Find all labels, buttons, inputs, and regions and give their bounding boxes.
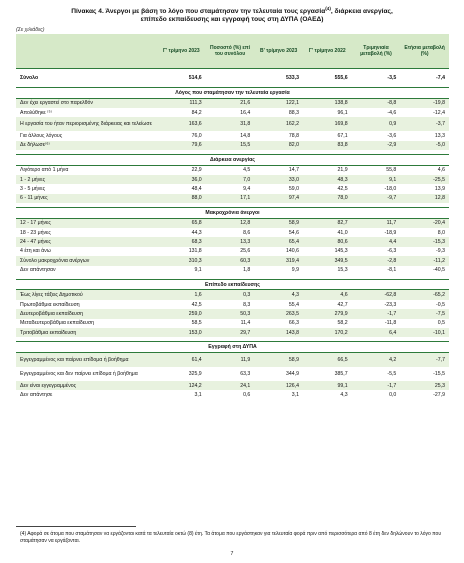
section-title: Μακροχρόνια άνεργοι: [16, 208, 449, 219]
row-label: 18 - 23 μήνες: [20, 229, 51, 236]
title-footnote-ref: (4): [325, 6, 331, 11]
table-row: [16, 194, 449, 203]
cell: 22,9: [191, 167, 202, 174]
cell: [206, 73, 255, 83]
cell: -5,0: [400, 141, 449, 150]
cell: 0,0: [389, 392, 397, 398]
cell: -9,3: [436, 248, 445, 255]
cell: 84,2: [191, 109, 202, 116]
cell: 55,8: [386, 167, 397, 174]
cell: 54,6: [288, 229, 299, 236]
cell: 7,0: [206, 175, 255, 184]
cell: 14,7: [288, 167, 299, 174]
cell: 15,3: [337, 267, 348, 274]
cell: 0,9: [352, 117, 401, 131]
cell: 170,2: [303, 328, 352, 337]
table-row: [16, 237, 449, 246]
cell: 17,1: [206, 194, 255, 203]
data-table: [16, 34, 449, 400]
cell: 41,0: [337, 229, 348, 236]
cell: 111,3: [157, 98, 206, 108]
row-label: Δεν απάντησαν: [20, 267, 56, 274]
cell: 140,6: [286, 248, 299, 255]
cell: 25,6: [240, 248, 251, 255]
cell: -2,8: [352, 256, 401, 265]
cell: 21,9: [337, 167, 348, 174]
cell: 36,0: [157, 175, 206, 184]
cell: 11,7: [352, 218, 401, 228]
cell: 11,4: [240, 320, 251, 327]
cell: 4,6: [303, 290, 352, 300]
cell: 99,1: [303, 381, 352, 390]
cell: 1,8: [243, 267, 251, 274]
cell: -40,5: [433, 267, 445, 274]
cell: -15,5: [433, 370, 445, 377]
row-label: Δεν έχει εργαστεί στο παρελθόν: [16, 98, 157, 108]
title-text: Πίνακας 4. Άνεργοι με βάση το λόγο που σταμάτησαν την τελευταία τους εργασία: [71, 8, 326, 16]
row-label: Εγγεγραμμένος και παίρνει επίδομα ή βοήθημα: [16, 352, 157, 367]
cell: 82,0: [254, 141, 303, 150]
cell: 325,9: [188, 370, 202, 377]
cell: -15,3: [400, 237, 449, 246]
cell: 16,4: [240, 109, 251, 116]
cell: 344,9: [286, 370, 299, 377]
cell: 4,4: [352, 237, 401, 246]
cell: 8,3: [243, 301, 251, 308]
cell: -12,4: [433, 109, 445, 116]
cell: -11,8: [384, 320, 397, 327]
cell: 15,5: [206, 141, 255, 150]
cell: 6,4: [352, 328, 401, 337]
cell: 55,4: [288, 301, 299, 308]
cell: 555,6: [334, 75, 348, 81]
cell: 24,1: [206, 381, 255, 390]
cell: 66,5: [303, 352, 352, 367]
cell: 263,5: [254, 309, 303, 318]
cell: 63,3: [240, 370, 251, 377]
table-row: [16, 184, 449, 193]
cell: -20,4: [400, 218, 449, 228]
section-header-row: [16, 279, 449, 290]
cell: 124,2: [157, 381, 206, 390]
cell: -27,9: [433, 392, 445, 398]
cell: 12,8: [400, 194, 449, 203]
cell: 83,8: [303, 141, 352, 150]
cell: -10,1: [400, 328, 449, 337]
cell: 97,4: [254, 194, 303, 203]
cell: 58,9: [254, 352, 303, 367]
cell: 163,6: [157, 117, 206, 131]
row-label: Δευτεροβάθμια εκπαίδευση: [16, 309, 157, 318]
title-text-end: , διάρκεια ανεργίας,: [330, 8, 393, 16]
cell: 4,3: [254, 290, 303, 300]
table-row: [16, 218, 449, 228]
cell: 8,6: [243, 229, 251, 236]
cell: 4,6: [437, 167, 445, 174]
footnote-divider: [16, 526, 136, 527]
cell: 8,0: [437, 229, 445, 236]
cell: 349,5: [303, 256, 352, 265]
cell: 9,1: [352, 175, 401, 184]
cell: 1,6: [157, 290, 206, 300]
cell: 60,3: [206, 256, 255, 265]
table-row: [16, 256, 449, 265]
title-line-1: [0, 5, 464, 16]
header-corner: [16, 34, 157, 69]
cell: 67,1: [337, 132, 348, 139]
cell: 11,9: [206, 352, 255, 367]
table-row: [16, 381, 449, 390]
cell: 0,3: [206, 290, 255, 300]
header-cell: Ποσοστό (%) επί του συνόλου: [206, 34, 255, 69]
cell: 44,3: [191, 229, 202, 236]
table-row: [16, 390, 449, 399]
row-label: Σύνολο: [20, 75, 39, 81]
table-row: [16, 141, 449, 150]
cell: 31,8: [206, 117, 255, 131]
row-label: Σύνολο μακροχρόνια ανέργων: [16, 256, 157, 265]
cell: 58,9: [254, 218, 303, 228]
cell: -65,2: [400, 290, 449, 300]
cell: -3,7: [400, 117, 449, 131]
cell: -18,9: [384, 229, 397, 236]
cell: 169,8: [303, 117, 352, 131]
cell: -7,5: [400, 309, 449, 318]
table-row: [16, 352, 449, 367]
cell: -11,2: [400, 256, 449, 265]
cell: 13,3: [206, 237, 255, 246]
cell: 138,8: [303, 98, 352, 108]
cell: 50,3: [206, 309, 255, 318]
header-cell: Γ' τρίμηνο 2023: [157, 34, 206, 69]
cell: 385,7: [334, 370, 348, 377]
cell: -7,7: [400, 352, 449, 367]
footnote: (4) Αφορά σε άτομα που σταμάτησαν να εργάζονται κατά τα τελευταία οκτώ (8) έτη. Τα άτομα που εργάστηκαν για τελευταία φορά πριν από περισσότερα από 8 έτη δεν δηλώνουν το λόγο που σταμάτησαν να εργάζονται.: [20, 531, 442, 544]
cell: 96,1: [337, 109, 348, 116]
cell: -1,7: [352, 381, 401, 390]
cell: -6,3: [387, 248, 397, 255]
cell: 4,3: [340, 392, 348, 398]
cell: 13,3: [434, 132, 445, 139]
cell: 9,9: [291, 267, 299, 274]
cell: -9,7: [352, 194, 401, 203]
page-number: 7: [230, 551, 234, 557]
cell: -3,5: [387, 75, 397, 81]
cell: 42,5: [337, 186, 348, 193]
header-cell: Ετήσια μεταβολή (%): [400, 34, 449, 69]
row-label: 24 - 47 μήνες: [16, 237, 157, 246]
header-cell: Γ' τρίμηνο 2022: [303, 34, 352, 69]
header-row: [16, 34, 449, 69]
table-row: [16, 290, 449, 300]
cell: 65,8: [157, 218, 206, 228]
cell: 12,8: [206, 218, 255, 228]
table-row: [16, 131, 449, 140]
total-row: [16, 73, 449, 83]
cell: 13,9: [434, 186, 445, 193]
cell: 143,8: [254, 328, 303, 337]
row-label: Πρωτοβάθμια εκπαίδευση: [20, 301, 80, 308]
cell: 122,1: [254, 98, 303, 108]
row-label: Δεν είναι εγγεγραμμένος: [16, 381, 157, 390]
table-row: [16, 117, 449, 131]
table-row: [16, 175, 449, 184]
section-header-row: [16, 208, 449, 219]
table-row: [16, 228, 449, 237]
cell: 68,3: [157, 237, 206, 246]
cell: 82,7: [303, 218, 352, 228]
title-line-2: επίπεδο εκπαίδευσης και εγγραφή τους στη ΔΥΠΑ (ΟΑΕΔ): [140, 16, 324, 24]
row-label: 3 - 5 μήνες: [20, 186, 46, 193]
cell: -62,8: [352, 290, 401, 300]
cell: 259,0: [157, 309, 206, 318]
cell: -19,8: [400, 98, 449, 108]
row-label: 4 έτη και άνω: [20, 248, 51, 255]
section-title: Εγγραφή στη ΔΥΠΑ: [16, 342, 449, 353]
row-label: 1 - 2 μήνες: [16, 175, 157, 184]
cell: 59,0: [288, 186, 299, 193]
cell: 80,6: [303, 237, 352, 246]
cell: 79,6: [157, 141, 206, 150]
cell: -8,1: [387, 267, 397, 274]
table-row: [16, 319, 449, 328]
cell: -8,8: [352, 98, 401, 108]
cell: 48,4: [191, 186, 202, 193]
cell: 29,7: [206, 328, 255, 337]
cell: 42,5: [191, 301, 202, 308]
cell: 76,0: [191, 132, 202, 139]
cell: 145,3: [334, 248, 348, 255]
table-row: [16, 266, 449, 275]
cell: 319,4: [254, 256, 303, 265]
cell: 153,0: [157, 328, 206, 337]
row-label: Για άλλους λόγους: [20, 132, 63, 139]
cell: 58,2: [337, 320, 348, 327]
row-label: Απολύθηκε ⁽⁵⁾: [20, 109, 52, 116]
cell: 65,4: [254, 237, 303, 246]
cell: 131,8: [188, 248, 202, 255]
row-label: Εγγεγραμμένος και δεν παίρνει επίδομα ή βοήθημα: [20, 370, 138, 377]
row-label: Έως λίγες τάξεις Δημοτικού: [16, 290, 157, 300]
cell: 66,3: [288, 320, 299, 327]
cell: 21,6: [206, 98, 255, 108]
unit-label: (Σε χιλιάδες): [16, 27, 45, 33]
cell: 126,4: [254, 381, 303, 390]
table-row: [16, 108, 449, 117]
cell: 58,5: [191, 320, 202, 327]
cell: 48,3: [303, 175, 352, 184]
cell: 0,6: [243, 392, 251, 398]
row-label: Λιγότερο από 1 μήνα: [20, 167, 69, 174]
table-row: [16, 165, 449, 175]
cell: -5,5: [387, 370, 397, 377]
cell: 25,3: [400, 381, 449, 390]
cell: 162,2: [254, 117, 303, 131]
cell: 33,0: [254, 175, 303, 184]
section-header-row: [16, 342, 449, 353]
cell: 42,7: [337, 301, 348, 308]
cell: 4,2: [352, 352, 401, 367]
table-row: [16, 367, 449, 381]
row-label: Τριτοβάθμια εκπαίδευση: [16, 328, 157, 337]
row-label: Μεταδευτεροβάθμια εκπαίδευση: [20, 320, 94, 327]
header-cell: Τριμηνιαία μεταβολή (%): [352, 34, 401, 69]
cell: -3,6: [387, 132, 397, 139]
cell: 78,8: [288, 132, 299, 139]
section-header-row: [16, 88, 449, 99]
row-label: 6 - 11 μήνες: [16, 194, 157, 203]
cell: 3,1: [291, 392, 299, 398]
table-row: [16, 300, 449, 309]
cell: 61,4: [157, 352, 206, 367]
cell: 533,3: [286, 75, 299, 81]
cell: -0,5: [436, 301, 445, 308]
header-cell: Β' τρίμηνο 2023: [254, 34, 303, 69]
cell: 14,8: [240, 132, 251, 139]
cell: 0,5: [437, 320, 445, 327]
cell: 514,6: [188, 75, 202, 81]
section-title: Διάρκεια ανεργίας: [16, 155, 449, 166]
section-title: Επίπεδο εκπαίδευσης: [16, 279, 449, 290]
row-label: Η εργασία του ήταν περιορισμένης διάρκειας και τελείωσε: [16, 117, 157, 131]
cell: 88,3: [288, 109, 299, 116]
row-label: Δεν απάντησε: [20, 392, 53, 398]
table-row: [16, 328, 449, 337]
row-label: 12 - 17 μήνες: [16, 218, 157, 228]
cell: -7,4: [436, 75, 445, 81]
table-row: [16, 98, 449, 108]
section-title: Λόγος που σταμάτησαν την τελευταία εργασία: [16, 88, 449, 99]
cell: 310,3: [157, 256, 206, 265]
cell: 279,9: [303, 309, 352, 318]
cell: -4,6: [387, 109, 397, 116]
cell: 4,5: [243, 167, 251, 174]
cell: 3,1: [194, 392, 202, 398]
cell: -23,3: [384, 301, 397, 308]
cell: 9,1: [194, 267, 202, 274]
section-header-row: [16, 155, 449, 166]
cell: 88,0: [157, 194, 206, 203]
table-row: [16, 309, 449, 318]
cell: -1,7: [352, 309, 401, 318]
cell: 9,4: [243, 186, 251, 193]
cell: -2,9: [352, 141, 401, 150]
cell: -25,5: [400, 175, 449, 184]
row-label: Δε δήλωσε⁽⁶⁾: [16, 141, 157, 150]
cell: -18,0: [384, 186, 397, 193]
table-title: [0, 0, 464, 25]
table-row: [16, 247, 449, 256]
cell: 78,0: [303, 194, 352, 203]
